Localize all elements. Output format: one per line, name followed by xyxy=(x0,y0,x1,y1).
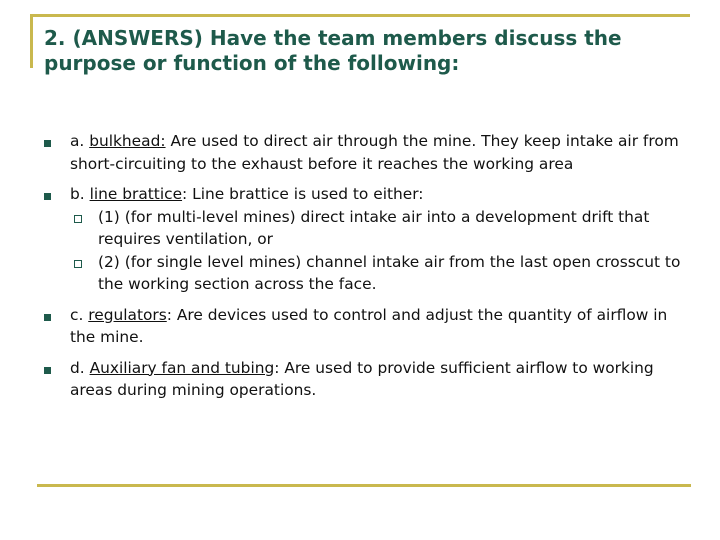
bottom-accent-line xyxy=(37,484,691,487)
item-text: : Are devices used to control and adjust the quantity of airflow in the mine. xyxy=(70,305,668,346)
list-item-regulators xyxy=(42,304,692,349)
hollow-square-bullet-icon xyxy=(74,260,82,268)
item-term: line brattice xyxy=(89,185,183,203)
square-bullet-icon xyxy=(44,314,51,321)
slide-title: 2. (ANSWERS) Have the team members discuss the purpose or function of the following: xyxy=(44,26,622,75)
item-prefix: a. xyxy=(70,132,90,150)
sub-item xyxy=(70,206,692,251)
item-text: Are used to direct air through the mine. They keep intake air from short-circuiting to the exhaust before it reaches the working area xyxy=(70,132,679,173)
square-bullet-icon xyxy=(44,193,51,200)
sub-item-text: (1) (for multi-level mines) direct intake air into a development drift that requires ventilation, or xyxy=(98,207,650,248)
title-top-accent-line xyxy=(30,14,690,17)
hollow-square-bullet-icon xyxy=(74,215,82,223)
square-bullet-icon xyxy=(44,140,51,147)
list-item-auxiliary-fan xyxy=(42,357,692,402)
bullet-list xyxy=(42,130,692,410)
item-text: : Are used to provide sufficient airflow to working areas during mining operations. xyxy=(70,358,654,399)
item-prefix: d. xyxy=(70,358,90,377)
item-prefix: b. xyxy=(70,185,90,203)
item-term: regulators xyxy=(88,305,167,324)
list-item-line-brattice xyxy=(42,183,692,296)
list-item-bulkhead xyxy=(42,130,692,175)
sub-item xyxy=(70,251,692,296)
item-text: : Line brattice is used to either: xyxy=(182,185,424,203)
item-prefix: c. xyxy=(70,305,89,324)
square-bullet-icon xyxy=(44,367,51,374)
sub-item-text: (2) (for single level mines) channel intake air from the last open crosscut to the working section across the face. xyxy=(98,252,681,293)
title-left-accent-line xyxy=(30,14,33,68)
item-term: Auxiliary fan and tubing xyxy=(89,358,275,377)
item-term: bulkhead: xyxy=(89,132,166,150)
